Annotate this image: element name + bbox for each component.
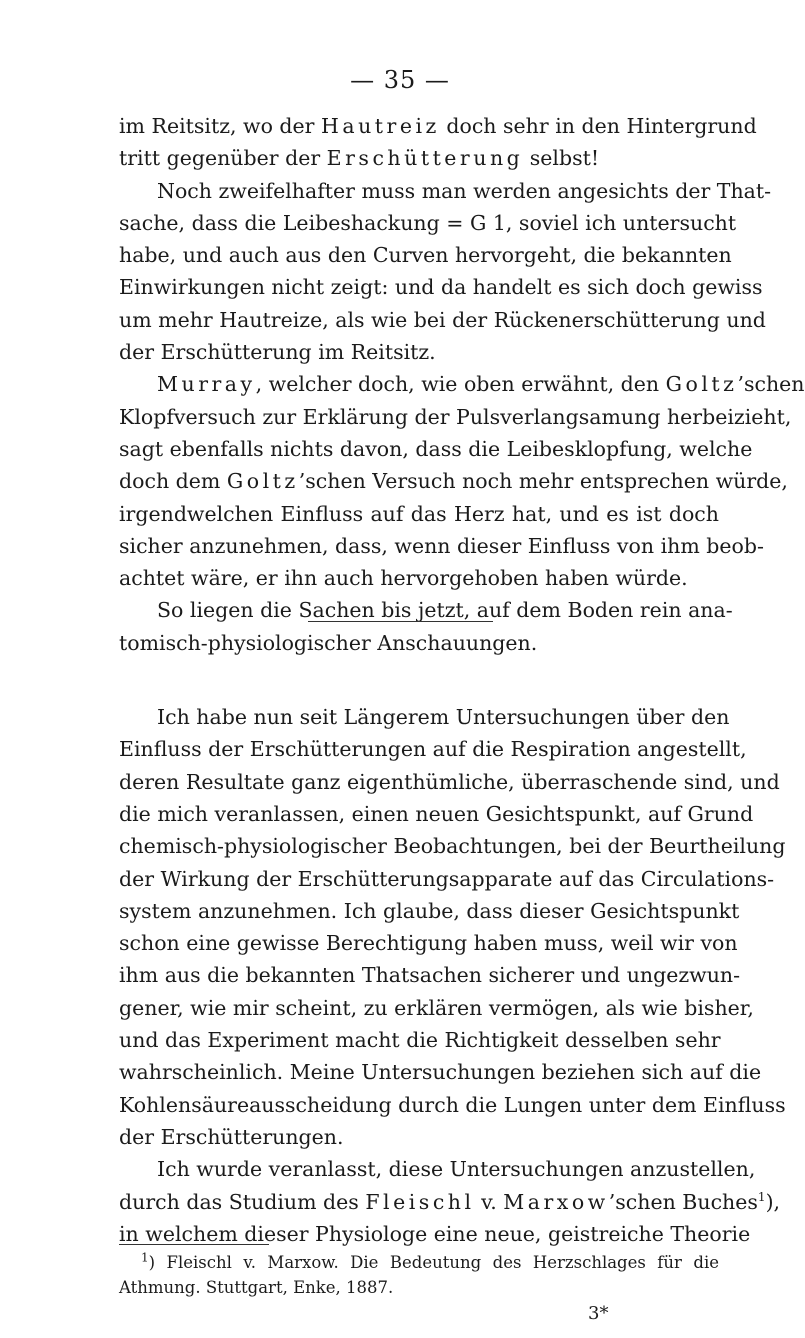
text-run: schon eine gewisse Berechtigung haben muss, weil wir von (119, 931, 738, 956)
text-run: v. (474, 1189, 504, 1214)
text-run: habe, und auch aus den Curven hervorgeht, die bekannten (119, 243, 732, 268)
signature-mark: 3* (588, 1303, 609, 1324)
spaced-name: Goltz (226, 469, 299, 494)
text-line (119, 927, 738, 959)
text-line (119, 959, 741, 991)
text-line (119, 498, 719, 530)
text-line (119, 1089, 786, 1121)
text-line (119, 798, 754, 830)
text-line (119, 142, 719, 174)
paragraph-anschauungen (119, 594, 733, 659)
text-run: im Reitsitz, wo der (119, 114, 321, 138)
text-run: sache, dass die Leibeshackung = G 1, soviel ich untersucht (119, 210, 737, 235)
text-run: Noch zweifelhafter muss man werden angesichts der That- (157, 178, 772, 203)
text-run: ihm aus die bekannten Thatsachen sicherer und ungezwun- (119, 963, 741, 988)
text-run: deren Resultate ganz eigenthümliche, überraschende sind, und (119, 769, 780, 794)
text-line (119, 530, 764, 562)
text-line (119, 895, 740, 927)
spaced-name: Marxow (503, 1189, 609, 1214)
text-run: in welchem dieser Physiologe eine neue, geistreiche Theorie (119, 1221, 751, 1246)
footnote-line: Athmung. Stuttgart, Enke, 1887. (119, 1278, 394, 1297)
text-run: tomisch-physiologischer Anschauungen. (119, 630, 538, 655)
text-run: ’schen (737, 372, 805, 397)
text-run: , welcher doch, wie oben erwähnt, den (255, 372, 666, 397)
text-line (119, 992, 754, 1024)
text-line (119, 433, 753, 465)
paragraph-leibeshackung (119, 175, 772, 369)
footnote-line (119, 1250, 719, 1275)
footnote-marker: 1 (141, 1250, 149, 1265)
text-run: der Erschütterungen. (119, 1124, 344, 1149)
text-line (119, 336, 719, 368)
text-line (119, 1056, 762, 1088)
text-line (119, 562, 719, 594)
text-line (119, 733, 747, 765)
text-run: gener, wie mir scheint, zu erklären vermögen, als wie bisher, (119, 995, 754, 1020)
text-run: achtet wäre, er ihn auch hervorgehoben haben würde. (119, 566, 688, 591)
text-line (119, 175, 772, 207)
text-run: der Wirkung der Erschütterungsapparate auf das Circulations- (119, 866, 775, 891)
spaced-name: Goltz (665, 372, 738, 397)
text-run: ’schen Versuch noch mehr entsprechen würde, (298, 469, 788, 494)
text-line (119, 1218, 751, 1250)
text-run: So liegen die Sachen bis jetzt, auf dem Boden rein ana- (157, 598, 733, 623)
text-line (119, 830, 786, 862)
text-line (119, 271, 763, 303)
text-run: irgendwelchen Einfluss auf das Herz hat, und es ist doch (119, 501, 719, 526)
text-run: Einfluss der Erschütterungen auf die Respiration angestellt, (119, 737, 747, 762)
text-run: Klopfversuch zur Erklärung der Pulsverlangsamung herbeizieht, (119, 404, 792, 429)
text-run: und das Experiment macht die Richtigkeit desselben sehr (119, 1028, 721, 1053)
text-line (119, 368, 805, 400)
paragraph-murray (119, 368, 805, 594)
spaced-name: Erschütterung (326, 146, 524, 171)
text-line (119, 766, 780, 798)
text-run: sicher anzunehmen, dass, wenn dieser Einfluss von ihm beob- (119, 533, 764, 558)
text-line (119, 1024, 719, 1056)
paragraph-untersuchungen (119, 701, 786, 1153)
body-text (119, 110, 805, 1250)
footnote-text: ) Fleischl v. Marxow. Die Bedeutung des Herzschlages für die (148, 1253, 719, 1272)
text-line (119, 110, 757, 142)
paragraph-fleischl (119, 1153, 781, 1250)
text-run: wahrscheinlich. Meine Untersuchungen beziehen sich auf die (119, 1060, 762, 1085)
text-run: chemisch-physiologischer Beobachtungen, bei der Beurtheilung (119, 834, 786, 859)
spaced-name: Fleischl (365, 1189, 475, 1214)
text-line (119, 401, 792, 433)
text-run: doch sehr in den Hintergrund (439, 114, 757, 138)
text-run: die mich veranlassen, einen neuen Gesichtspunkt, auf Grund (119, 801, 754, 826)
text-run: durch das Studium des (119, 1189, 366, 1214)
text-line (119, 1153, 756, 1185)
text-line (119, 207, 737, 239)
text-run: ), (765, 1189, 781, 1214)
text-run: Einwirkungen nicht zeigt: und da handelt es sich doch gewiss (119, 275, 763, 300)
text-run: selbst! (523, 146, 600, 171)
footnote-divider (119, 1244, 269, 1245)
text-run: tritt gegenüber der (119, 146, 327, 171)
text-run: system anzunehmen. Ich glaube, dass dieser Gesichtspunkt (119, 898, 740, 923)
text-run: um mehr Hautreize, als wie bei der Rückenerschütterung und (119, 307, 766, 332)
text-run: Ich wurde veranlasst, diese Untersuchungen anzustellen, (157, 1157, 756, 1182)
text-line (119, 465, 788, 497)
text-line (119, 701, 730, 733)
text-run: doch dem (119, 469, 227, 494)
footnote (119, 1250, 719, 1300)
spaced-name: Hautreiz (321, 114, 440, 138)
text-run: der Erschütterung im Reitsitz. (119, 340, 436, 365)
paragraph-reitsitz (119, 110, 757, 175)
text-line (119, 1121, 719, 1153)
text-line (119, 863, 775, 895)
text-line (119, 1186, 781, 1218)
footnote-ref: 1 (757, 1189, 766, 1204)
text-run: ’schen Buches (608, 1189, 758, 1214)
spaced-name: Murray (157, 372, 256, 397)
text-line (119, 239, 732, 271)
section-gap (119, 659, 719, 701)
text-run: sagt ebenfalls nichts davon, dass die Leibesklopfung, welche (119, 436, 753, 461)
page-number: — 35 — (350, 66, 450, 94)
section-divider (308, 621, 493, 622)
text-run: Ich habe nun seit Längerem Untersuchungen über den (157, 705, 730, 730)
text-run: Kohlensäureausscheidung durch die Lungen unter dem Einfluss (119, 1092, 786, 1117)
text-line (119, 304, 766, 336)
text-line (119, 627, 719, 659)
